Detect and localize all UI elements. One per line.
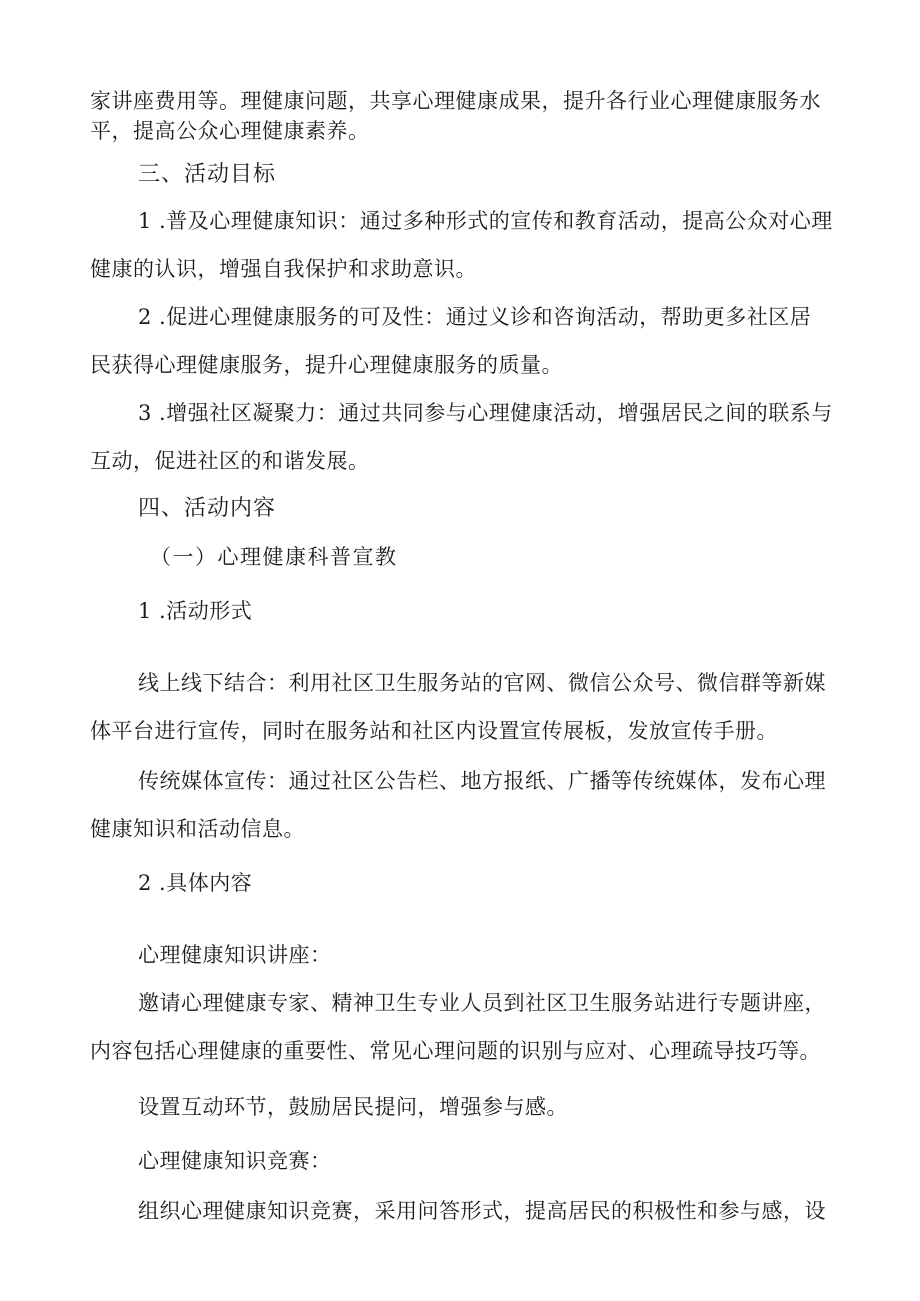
section-heading: 三、活动目标 [138, 162, 277, 187]
body-text-line: 2 .促进心理健康服务的可及性：通过义诊和咨询活动，帮助更多社区居 [138, 305, 812, 329]
body-text-line: 1 .普及心理健康知识：通过多种形式的宣传和教育活动，提高公众对心理 [138, 209, 833, 233]
section-heading: 四、活动内容 [138, 496, 277, 521]
body-text-line: 健康的认识，增强自我保护和求助意识。 [90, 257, 477, 281]
body-text-line: 体平台进行宣传，同时在服务站和社区内设置宣传展板，发放宣传手册。 [90, 719, 778, 743]
body-text-line: 3 .增强社区凝聚力：通过共同参与心理健康活动，增强居民之间的联系与 [138, 401, 833, 425]
body-text-line: 健康知识和活动信息。 [90, 817, 305, 841]
body-text-line: 心理健康知识竞赛： [138, 1149, 332, 1173]
body-text-line: 平，提高公众心理健康素养。 [90, 119, 370, 143]
body-text-line: 设置互动环节，鼓励居民提问，增强参与感。 [138, 1095, 568, 1119]
body-text-line: 组织心理健康知识竞赛，采用问答形式，提高居民的积极性和参与感，设 [138, 1199, 826, 1223]
body-text-line: 家讲座费用等。理健康问题，共享心理健康成果，提升各行业心理健康服务水 [90, 89, 821, 113]
item-heading: 2 .具体内容 [138, 871, 253, 895]
subsection-heading: （一）心理健康科普宣教 [150, 545, 398, 569]
body-text-line: 线上线下结合：利用社区卫生服务站的官网、微信公众号、微信群等新媒 [138, 671, 826, 695]
body-text-line: 心理健康知识讲座： [138, 943, 332, 967]
body-text-line: 互动，促进社区的和谐发展。 [90, 449, 370, 473]
item-heading: 1 .活动形式 [138, 599, 253, 623]
body-text-line: 民获得心理健康服务，提升心理健康服务的质量。 [90, 353, 563, 377]
body-text-line: 邀请心理健康专家、精神卫生专业人员到社区卫生服务站进行专题讲座， [138, 991, 826, 1015]
body-text-line: 传统媒体宣传：通过社区公告栏、地方报纸、广播等传统媒体，发布心理 [138, 769, 826, 793]
body-text-line: 内容包括心理健康的重要性、常见心理问题的识别与应对、心理疏导技巧等。 [90, 1039, 821, 1063]
